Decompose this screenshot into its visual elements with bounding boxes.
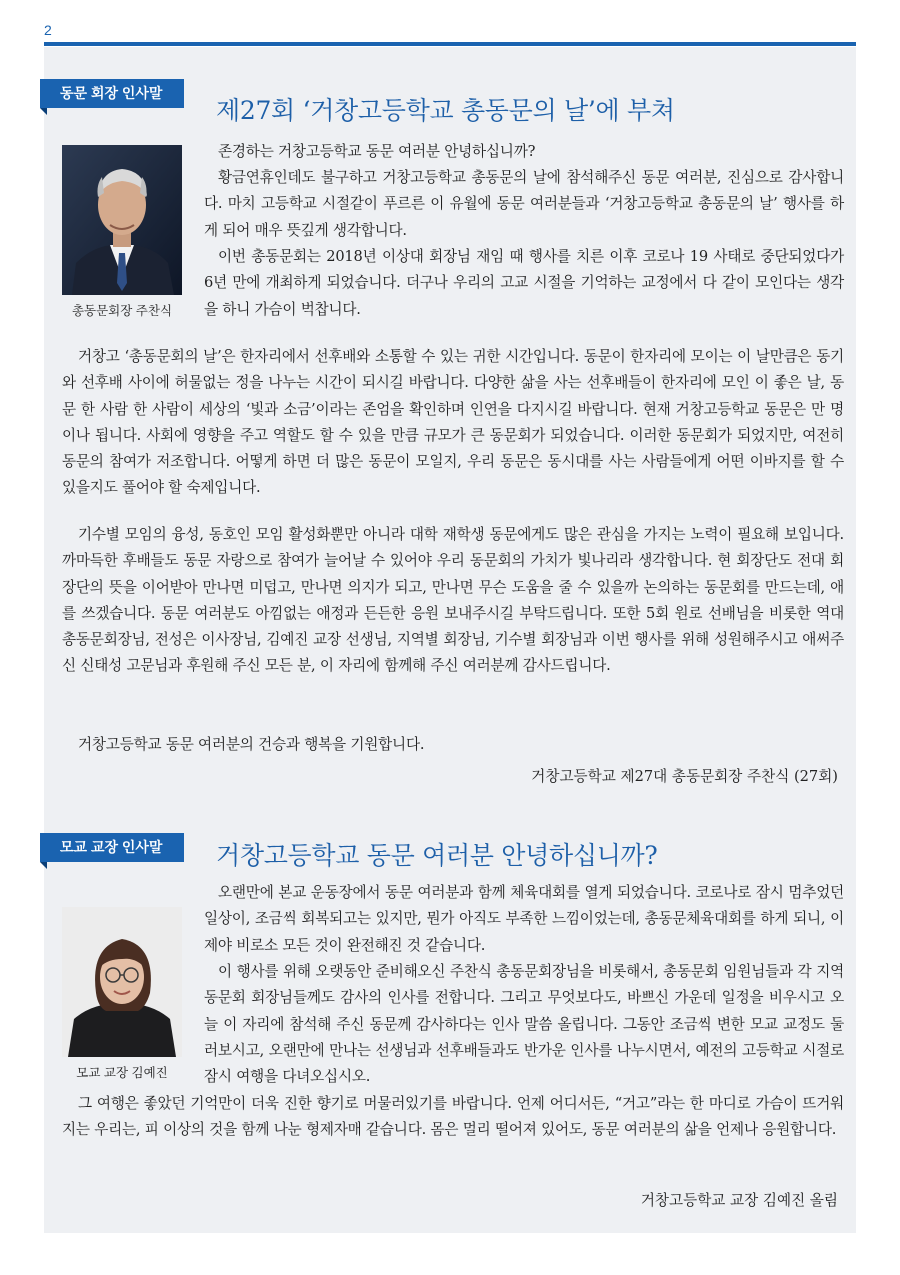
top-rule (44, 42, 856, 46)
principal-photo (62, 907, 182, 1057)
section-title: 제27회 ‘거창고등학교 총동문의 날’에 부쳐 (216, 96, 675, 125)
woman-portrait-icon (62, 907, 182, 1057)
section-title: 거창고등학교 동문 여러분 안녕하십니까? (216, 841, 658, 870)
principal-caption: 모교 교장 김예진 (76, 1066, 168, 1080)
president-photo (62, 145, 182, 295)
president-photo-box (62, 145, 182, 319)
section-tag: 모교 교장 인사말 (40, 833, 184, 862)
greeting-paragraph: 거창고 ‘총동문회의 날’은 한자리에서 선후배와 소통할 수 있는 귀한 시간입니다. 동문이 한자리에 모이는 이 날만큼은 동기와 선후배 사이에 허물없는 정을 나누는 시간이 되시길 바랍니다. 다양한 삶을 사는 선후배들이 한자리에 모인 이 좋은 날, 동문 한 사람 한 사람이 세상의 ‘빛과 소금’이라는 존엄을 확인하며 인연을 다지시길 바랍니다. 현재 거창고등학교 동문은 만 명이나 됩니다. 사회에 영향을 주고 역할도 할 수 있을 만큼 규모가 큰 동문회가 되었습니다. 이러한 동문회가 되었지만, 여전히 동문의 참여가 저조합니다. 어떻게 하면 더 많은 동문이 모일지, 우리 동문은 동시대를 사는 사람들에게 어떤 이바지를 할 수 있을지도 풀어야 할 숙제입니다. (62, 348, 844, 497)
greeting-paragraph: 오랜만에 본교 운동장에서 동문 여러분과 함께 체육대회를 열게 되었습니다. 코로나로 잠시 멈추었던 일상이, 조금씩 회복되고는 있지만, 뭔가 아직도 부족한 느낌이었는데, 총동문체육대회를 하게 되니, 이제야 비로소 모든 것이 완전해진 것 같습니다. (204, 884, 844, 954)
greeting-paragraph: 기수별 모임의 융성, 동호인 모임 활성화뿐만 아니라 대학 재학생 동문에게도 많은 관심을 가지는 노력이 필요해 보입니다. 까마득한 후배들도 동문 자랑으로 참여가 늘어날 수 있어야 우리 동문회의 가치가 빛나리라 생각합니다. 현 회장단도 전대 회장단의 뜻을 이어받아 만나면 미덥고, 만나면 의지가 되고, 만나면 무슨 도움을 줄 수 있을까 논의하는 동문회를 만드는데, 애를 쓰겠습니다. 동문 여러분도 아낌없는 애정과 든든한 응원 보내주시길 부탁드립니다. 또한 5회 원로 선배님을 비롯한 역대 총동문회장님, 전성은 이사장님, 김예진 교장 선생님, 지역별 회장님, 기수별 회장님과 이번 행사를 위해 성원해주시고 애써주신 신태성 고문님과 후원해 주신 모든 분, 이 자리에 함께해 주신 여러분께 감사드립니다. (62, 526, 844, 675)
president-caption: 총동문회장 주찬식 (71, 304, 173, 318)
greeting-paragraph: 이 행사를 위해 오랫동안 준비해오신 주찬식 총동문회장님을 비롯해서, 총동문회 임원님들과 각 지역 동문회 회장님들께도 감사의 인사를 전합니다. 그리고 무엇보다도, 바쁘신 가운데 일정을 비우시고 오늘 이 자리에 참석해 주신 동문께 감사하다는 인사 말씀 올립니다. 그동안 조금씩 변한 모교 교정도 둘러보시고, 오랜만에 만나는 선생님과 선후배들과도 반가운 인사를 나누시면서, 예전의 고등학교 시절로 잠시 여행을 다녀오십시오. (204, 963, 844, 1086)
greeting-paragraph: 거창고등학교 동문 여러분의 건승과 행복을 기원합니다. (78, 736, 425, 753)
greeting-paragraph: 이번 총동문회는 2018년 이상대 회장님 재임 때 행사를 치른 이후 코로나 19 사태로 중단되었다가 6년 만에 개최하게 되었습니다. 더구나 우리의 고교 시절을 기억하는 교정에서 다 같이 모인다는 생각을 하니 가슴이 벅찹니다. (204, 248, 844, 318)
signature: 거창고등학교 제27대 총동문회장 주찬식 (27회) (531, 768, 838, 785)
greeting-paragraph: 존경하는 거창고등학교 동문 여러분 안녕하십니까? (218, 143, 536, 160)
man-portrait-icon (62, 145, 182, 295)
section-tag: 동문 회장 인사말 (40, 79, 184, 108)
principal-photo-box (62, 907, 182, 1081)
alumni-president-greeting (44, 47, 856, 807)
principal-greeting (44, 820, 856, 1220)
greeting-paragraph: 그 여행은 좋았던 기억만이 더욱 진한 향기로 머물러있기를 바랍니다. 언제 어디서든, “거고”라는 한 마디로 가슴이 뜨거워지는 우리는, 피 이상의 것을 함께 나눈 형제자매 같습니다. 몸은 멀리 떨어져 있어도, 동문 여러분의 삶을 언제나 응원합니다. (62, 1095, 844, 1139)
greeting-paragraph: 황금연휴인데도 불구하고 거창고등학교 총동문의 날에 참석해주신 동문 여러분, 진심으로 감사합니다. 마치 고등학교 시절같이 푸르른 이 유월에 동문 여러분들과 ‘거창고등학교 총동문의 날’ 행사를 하게 되어 매우 뜻깊게 생각합니다. (204, 169, 844, 239)
signature: 거창고등학교 교장 김예진 올림 (640, 1192, 838, 1209)
page-number: 2 (44, 22, 52, 38)
